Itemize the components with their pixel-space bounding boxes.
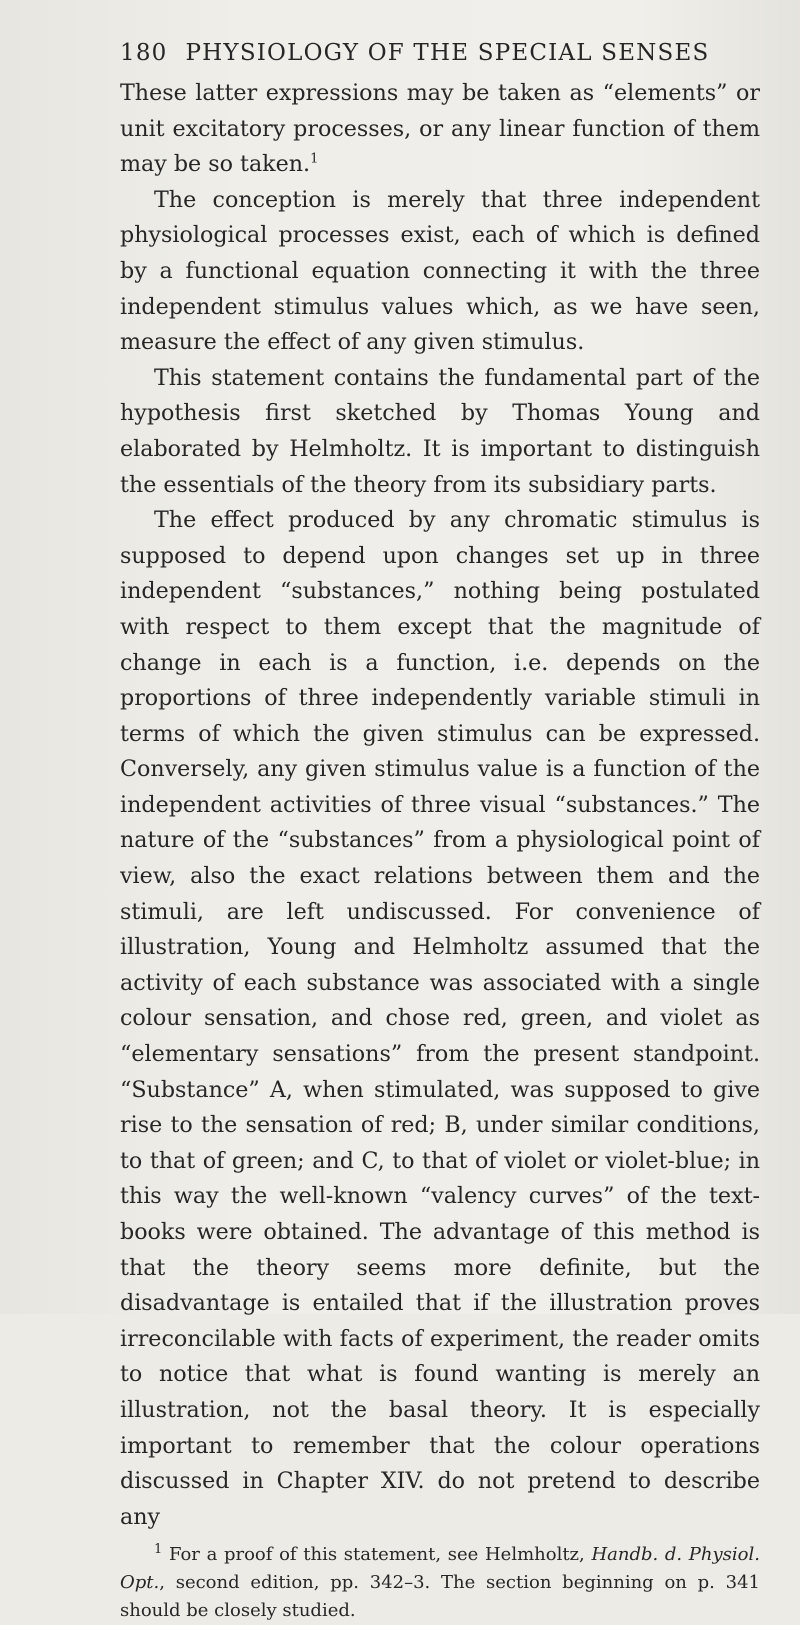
paragraph-4: The effect produced by any chromatic stimulus is supposed to depend upon changes set up in three independent “substances,” nothing being postulated with respect to them except that the magnitude of change in each is a function, i.e. depends on the proportions of three independently variable stimuli in terms of which the given stimulus can be expressed. Conversely, any given stimulus value is a function of the independent activities of three visual “substances.” The nature of the “substances” from a physiological point of view, also the exact relations between them and the stimuli, are left undiscussed. For convenience of illustration, Young and Helmholtz assumed that the activity of each substance was associated with a single colour sensation, and chose red, green, and violet as “elementary sensations” from the present standpoint. “Substance” A, when stimulated, was supposed to give rise to the sensation of red; B, under similar conditions, to that of green; and C, to that of violet or violet-blue; in this way the well-known “valency curves” of the text-books were obtained. The advantage of this method is that the theory seems more definite, but the disadvantage is entailed that if the illustration proves irreconcilable with facts of experiment, the reader omits to notice that what is found wanting is merely an illustration, not the basal theory. It is especially important to remember that the colour operations discussed in Chapter XIV. do not pretend to describe any [120, 507, 760, 1530]
footnote-text-before: For a proof of this statement, see Helmholtz, [168, 1544, 592, 1566]
footnote-citation: Handb. d. Physiol. Opt. [120, 1544, 760, 1594]
paragraph-3: This statement contains the fundamental part of the hypothesis first sketched by Thomas Young and elaborated by Helmholtz. It is important to distinguish the essentials of the theory from its subsidiary parts. [120, 364, 760, 498]
footnote-text-after: , second edition, pp. 342–3. The section beginning on p. 341 should be closely studied. [120, 1572, 760, 1622]
running-title: PHYSIOLOGY OF THE SPECIAL SENSES [185, 40, 710, 66]
body-text [120, 76, 760, 1535]
paragraph-2: The conception is merely that three independent physiological processes exist, each of which is defined by a functional equation connecting it with the three independent stimulus values which, as we have seen, measure the effect of any given stimulus. [120, 186, 760, 356]
footnote-marker: 1 [154, 1542, 163, 1558]
footnote [120, 1541, 760, 1625]
footnote-ref-marker: 1 [310, 151, 319, 167]
page-number: 180 [120, 40, 168, 66]
paragraph-1 [120, 76, 760, 183]
paragraph-1-text: These latter expressions may be taken as “elements” or unit excitatory processes, or any linear function of them may be so taken. [120, 80, 760, 178]
running-header [120, 40, 760, 66]
